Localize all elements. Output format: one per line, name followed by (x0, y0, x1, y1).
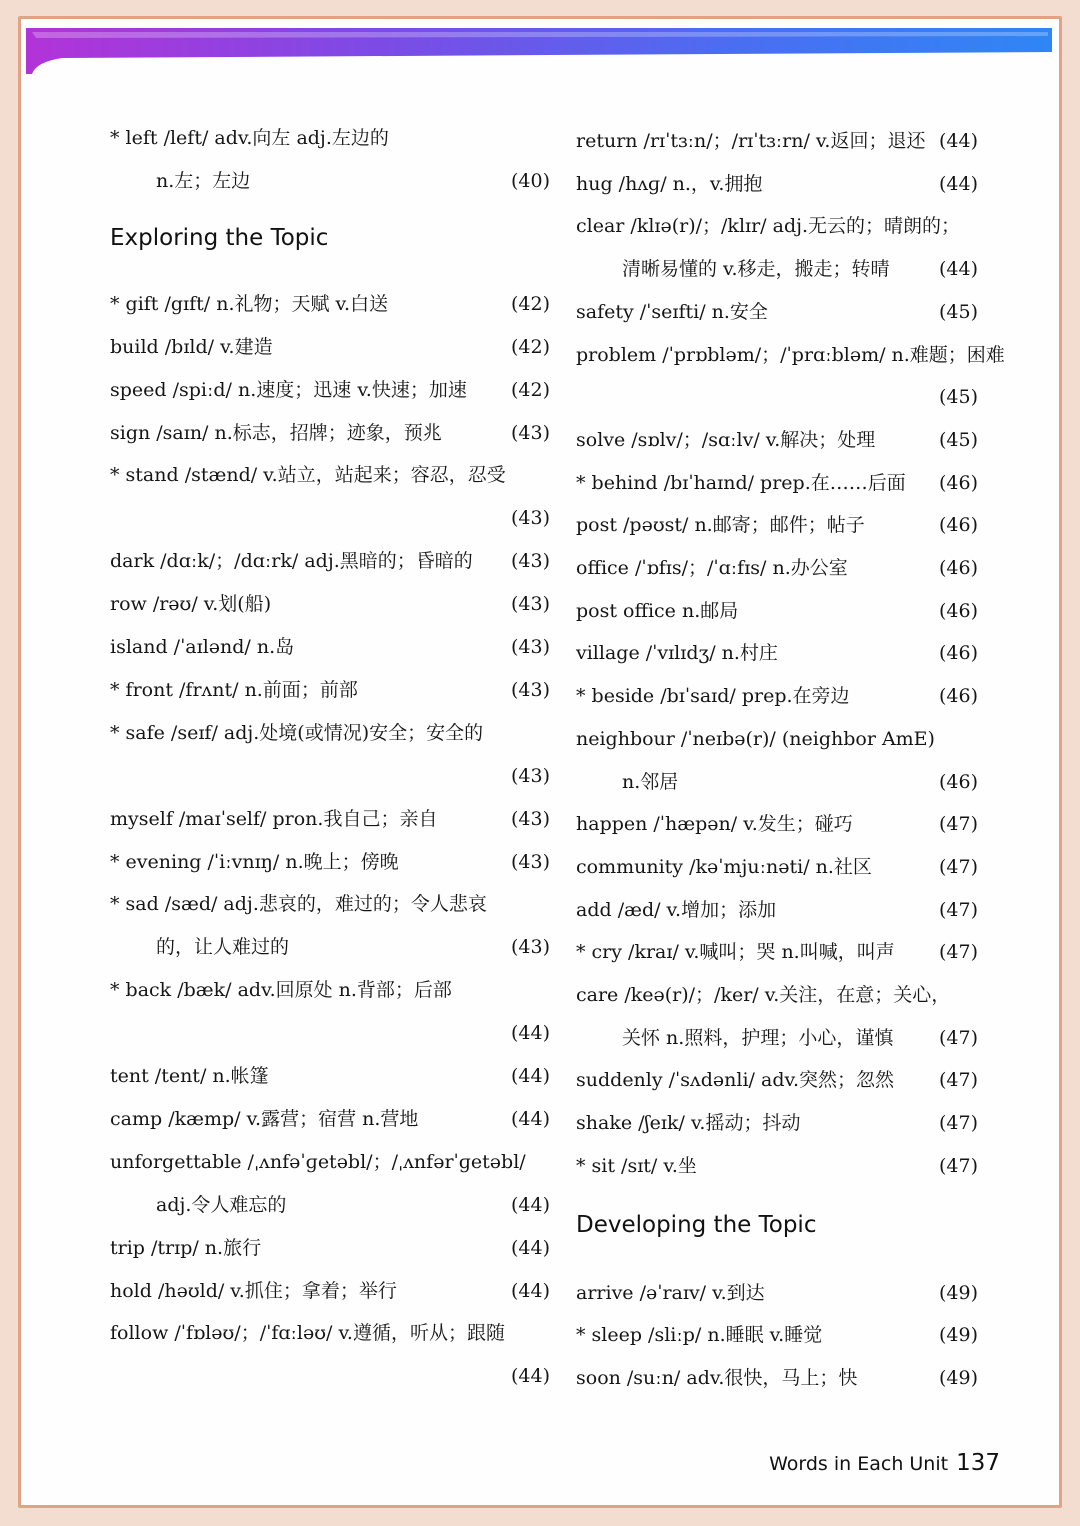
section-heading: Exploring the Topic (110, 224, 329, 251)
entry-text: myself /maɪˈself/ pron.我自己；亲自 (110, 807, 438, 830)
entry-text: * stand /stænd/ v.站立，站起来；容忍，忍受 (110, 464, 506, 487)
entry-text: build /bɪld/ v.建造 (110, 335, 273, 358)
entry-page-ref: (44) (510, 1236, 550, 1259)
entry-page-ref: (44) (938, 258, 978, 281)
header-color-band (22, 22, 1052, 74)
entry-text: * sad /sæd/ adj.悲哀的，难过的；令人悲哀 (110, 893, 487, 916)
entry-text: * front /frʌnt/ n.前面；前部 (110, 678, 358, 701)
entry-page-ref: (49) (938, 1281, 978, 1304)
entry-text: follow /ˈfɒləʊ/；/ˈfɑːləʊ/ v.遵循，听从；跟随 (110, 1322, 505, 1345)
entry-text: soon /suːn/ adv.很快，马上；快 (576, 1366, 858, 1389)
entry-text: dark /dɑːk/；/dɑːrk/ adj.黑暗的；昏暗的 (110, 550, 473, 573)
page-number: 137 (956, 1450, 1000, 1476)
entry-text: neighbour /ˈneɪbə(r)/ (neighbor AmE) (576, 727, 935, 750)
entry-page-ref: (49) (938, 1324, 978, 1347)
entry-page-ref: (44) (510, 1279, 550, 1302)
entry-text: post /pəʊst/ n.邮寄；邮件；帖子 (576, 514, 865, 537)
entry-text: unforgettable /ˌʌnfəˈɡetəbl/；/ˌʌnfərˈɡetəbl/ (110, 1150, 526, 1173)
entry-page-ref: (43) (510, 636, 550, 658)
entry-text: return /rɪˈtɜːn/；/rɪˈtɜːrn/ v.返回；退还 (576, 130, 926, 152)
entry-text: n.邻居 (622, 770, 679, 793)
entry-page-ref: (46) (938, 685, 978, 708)
entry-text: village /ˈvɪlɪdʒ/ n.村庄 (576, 642, 778, 665)
entry-text: * sit /sɪt/ v.坐 (576, 1154, 697, 1177)
entry-text: tent /tent/ n.帐篷 (110, 1065, 269, 1087)
entry-page-ref: (45) (938, 300, 978, 323)
entry-text: * left /left/ adv.向左 adj.左边的 (110, 127, 389, 149)
entry-page-ref: (43) (510, 850, 550, 873)
section-heading: Developing the Topic (576, 1211, 817, 1238)
entry-text: 的，让人难过的 (156, 936, 290, 959)
entry-page-ref: (42) (510, 292, 550, 315)
entry-text: community /kəˈmjuːnəti/ n.社区 (576, 855, 872, 878)
entry-page-ref: (46) (938, 471, 978, 494)
entry-page-ref: (46) (938, 770, 978, 793)
entry-page-ref: (46) (938, 642, 978, 665)
entry-text: * behind /bɪˈhaɪnd/ prep.在……后面 (576, 471, 906, 494)
entry-page-ref: (43) (510, 936, 550, 959)
entry-text: camp /kæmp/ v.露营；宿营 n.营地 (110, 1107, 419, 1130)
entry-page-ref: (47) (938, 1154, 978, 1177)
entry-page-ref: (43) (510, 593, 550, 616)
entry-text: * safe /seɪf/ adj.处境(或情况)安全；安全的 (110, 721, 484, 744)
entry-page-ref: (46) (938, 514, 978, 537)
entry-text: care /keə(r)/；/ker/ v.关注，在意；关心， (576, 984, 951, 1006)
entry-text: * beside /bɪˈsaɪd/ prep.在旁边 (576, 685, 850, 708)
entry-page-ref: (47) (938, 898, 978, 921)
entry-text: 清晰易懂的 v.移走，搬走；转晴 (622, 258, 890, 281)
entry-text: 关怀 n.照料，护理；小心，谨慎 (622, 1026, 894, 1049)
entry-page-ref: (45) (938, 428, 978, 451)
entry-page-ref: (44) (510, 1065, 550, 1087)
entry-text: row /rəʊ/ v.划(船) (110, 593, 272, 616)
entry-page-ref: (47) (938, 813, 978, 836)
entry-text: sign /saɪn/ n.标志，招牌；迹象，预兆 (110, 421, 442, 444)
footer-title: Words in Each Unit (769, 1453, 949, 1475)
entry-page-ref: (43) (510, 421, 550, 444)
entry-text: * cry /kraɪ/ v.喊叫；哭 n.叫喊，叫声 (576, 941, 895, 964)
entry-page-ref: (43) (510, 678, 550, 701)
entry-text: solve /sɒlv/；/sɑːlv/ v.解决；处理 (576, 428, 876, 451)
entry-page-ref: (44) (510, 1107, 550, 1130)
entry-text: safety /ˈseɪfti/ n.安全 (576, 300, 768, 323)
entry-page-ref: (47) (938, 1026, 978, 1049)
entry-text: happen /ˈhæpən/ v.发生；碰巧 (576, 813, 853, 836)
entry-page-ref: (43) (510, 764, 550, 787)
entry-text: clear /klɪə(r)/；/klɪr/ adj.无云的；晴朗的； (576, 215, 961, 238)
entry-text: n.左；左边 (156, 169, 251, 192)
entry-text: trip /trɪp/ n.旅行 (110, 1236, 262, 1259)
entry-page-ref: (43) (510, 807, 550, 830)
entry-page-ref: (47) (938, 1112, 978, 1135)
entry-page-ref: (42) (510, 378, 550, 401)
entry-page-ref: (40) (510, 169, 550, 192)
entry-text: hold /həʊld/ v.抓住；拿着；举行 (110, 1279, 397, 1302)
entry-page-ref: (42) (510, 335, 550, 358)
entry-page-ref: (43) (510, 507, 550, 530)
entry-text: office /ˈɒfɪs/；/ˈɑːfɪs/ n.办公室 (576, 557, 848, 579)
entry-page-ref: (44) (938, 172, 978, 195)
entry-text: add /æd/ v.增加；添加 (576, 898, 777, 921)
entry-page-ref: (46) (938, 557, 978, 579)
entry-text: * evening /ˈiːvnɪŋ/ n.晚上；傍晚 (110, 850, 399, 873)
entry-page-ref: (43) (510, 550, 550, 573)
entry-page-ref: (44) (938, 130, 978, 152)
entry-text: problem /ˈprɒbləm/；/ˈprɑːbləm/ n.难题；困难 (576, 343, 1005, 366)
entry-text: * gift /gɪft/ n.礼物；天赋 v.白送 (110, 292, 389, 315)
entry-text: adj.令人难忘的 (156, 1193, 287, 1216)
entry-text: * back /bæk/ adv.回原处 n.背部；后部 (110, 979, 452, 1002)
entry-page-ref: (49) (938, 1366, 978, 1389)
entry-page-ref: (47) (938, 855, 978, 878)
entry-text: island /ˈaɪlənd/ n.岛 (110, 636, 295, 658)
entry-text: * sleep /sliːp/ n.睡眠 v.睡觉 (576, 1324, 823, 1347)
entry-page-ref: (47) (938, 941, 978, 964)
page-footer (769, 1450, 1000, 1476)
entry-text: shake /ʃeɪk/ v.摇动；抖动 (576, 1112, 801, 1135)
entry-page-ref: (44) (510, 1022, 550, 1045)
entry-page-ref: (44) (510, 1193, 550, 1216)
entry-text: hug /hʌɡ/ n.，v.拥抱 (576, 172, 763, 195)
entry-page-ref: (47) (938, 1069, 978, 1092)
entry-text: post office n.邮局 (576, 599, 739, 622)
entry-page-ref: (46) (938, 599, 978, 622)
entry-page-ref: (44) (510, 1365, 550, 1388)
entry-text: suddenly /ˈsʌdənli/ adv.突然；忽然 (576, 1069, 894, 1092)
entry-page-ref: (45) (938, 386, 978, 409)
entry-text: speed /spiːd/ n.速度；迅速 v.快速；加速 (110, 378, 467, 401)
entry-text: arrive /əˈraɪv/ v.到达 (576, 1281, 765, 1304)
